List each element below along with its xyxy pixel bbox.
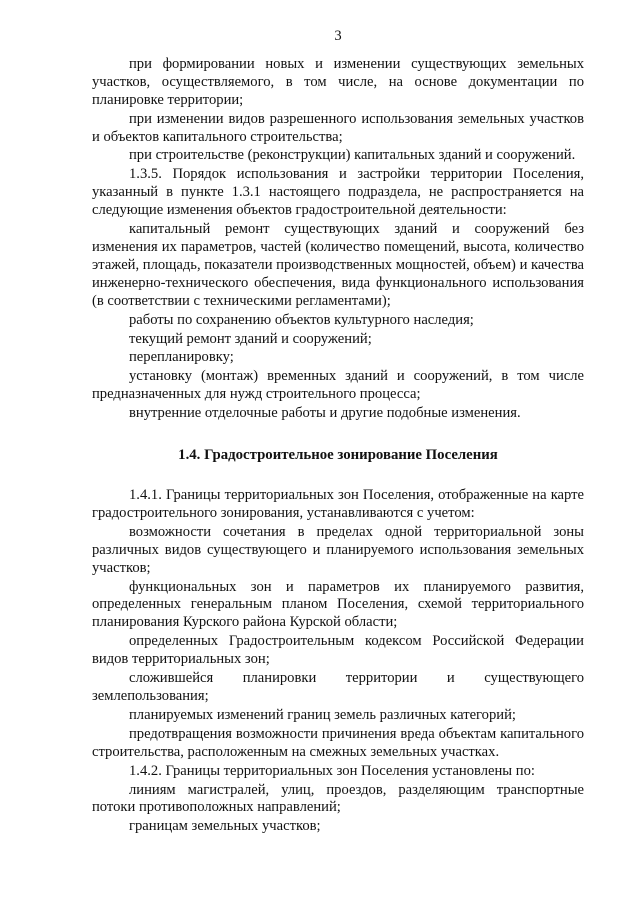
paragraph: при формировании новых и изменении существующих земельных участков, осуществляемого, в том числе, на основе документации по планировке территории; [92,55,584,108]
paragraph: капитальный ремонт существующих зданий и сооружений без изменения их параметров, частей (количество помещений, высота, количество этажей, площадь, показатели производственных мощностей, объем) и качества инженерно-технического обеспечения, вида функционального использования (в соответствии с техническими регламентами); [92,221,584,309]
paragraph: внутренние отделочные работы и другие подобные изменения. [129,405,521,422]
paragraph: установку (монтаж) временных зданий и сооружений, в том числе предназначенных для нужд строительного процесса; [92,368,584,403]
paragraph: 1.4.2. Границы территориальных зон Поселения установлены по: [129,762,535,779]
paragraph: границам земельных участков; [129,818,321,835]
paragraph: планируемых изменений границ земель различных категорий; [129,706,516,723]
paragraph: определенных Градостроительным кодексом Российской Федерации видов территориальных зон; [92,633,584,668]
paragraph: при строительстве (реконструкции) капитальных зданий и сооружений. [129,147,576,164]
page-number: 3 [334,28,342,44]
paragraph: 1.3.5. Порядок использования и застройки территории Поселения, указанный в пункте 1.3.1 настоящего подраздела, не распространяется на следующие изменения объектов градостроительной деятельности: [92,166,584,219]
section-heading: 1.4. Градостроительное зонирование Поселения [178,447,498,464]
paragraph: сложившейся планировки территории и существующего землепользования; [92,670,584,704]
paragraph: линиям магистралей, улиц, проездов, разделяющим транспортные потоки противоположных направлений; [92,781,584,816]
paragraph: перепланировку; [129,349,234,366]
paragraph: возможности сочетания в пределах одной территориальной зоны различных видов существующего и планируемого использования земельных участков; [92,523,584,576]
paragraph: работы по сохранению объектов культурного наследия; [129,311,474,328]
paragraph: 1.4.1. Границы территориальных зон Поселения, отображенные на карте градостроительного зонирования, устанавливаются с учетом: [92,487,584,521]
paragraph: текущий ремонт зданий и сооружений; [129,330,372,347]
paragraph: предотвращения возможности причинения вреда объектам капитального строительства, расположенным на смежных земельных участках. [92,725,584,760]
paragraph: при изменении видов разрешенного использования земельных участков и объектов капитального строительства; [92,110,584,145]
paragraph: функциональных зон и параметров их планируемого развития, определенных генеральным планом Поселения, схемой территориального планирования Курского района Курской области; [92,578,584,631]
